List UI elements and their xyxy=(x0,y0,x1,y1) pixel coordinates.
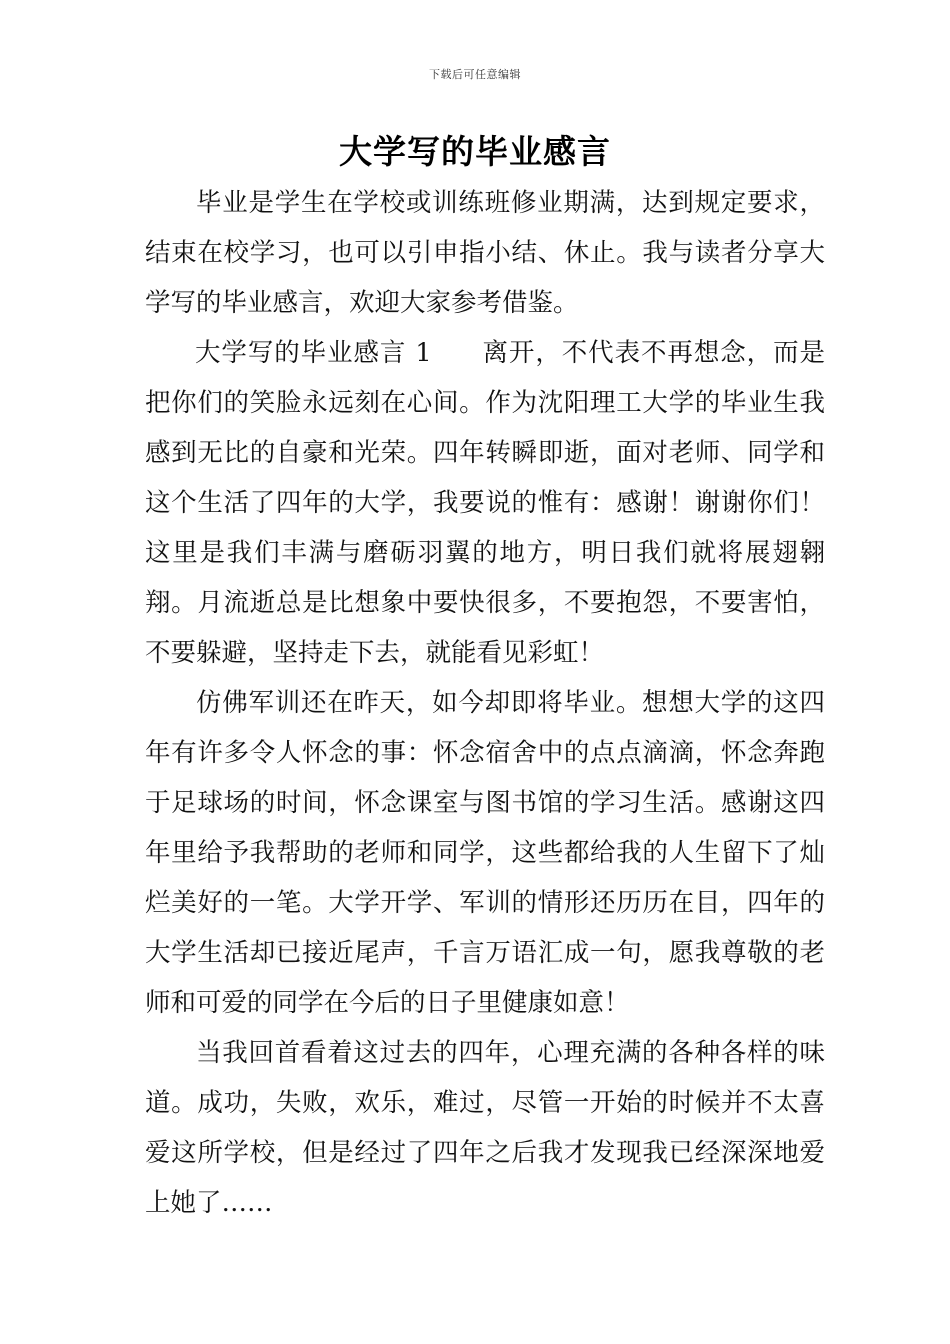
header-note: 下载后可任意编辑 xyxy=(429,68,521,81)
section-1-paragraph-3: 当我回首看着这过去的四年，心理充满的各种各样的味道。成功，失败，欢乐，难过，尽管一开始的时候并不太喜爱这所学校，但是经过了四年之后我才发现我已经深深地爱上她了…… xyxy=(145,1038,825,1218)
section-1-paragraph-1 xyxy=(145,328,825,678)
section-1-paragraph-2: 仿佛军训还在昨天，如今却即将毕业。想想大学的这四年有许多令人怀念的事：怀念宿舍中的点点滴滴，怀念奔跑于足球场的时间，怀念课室与图书馆的学习生活。感谢这四年里给予我帮助的老师和同学，这些都给我的人生留下了灿烂美好的一笔。大学开学、军训的情形还历历在目，四年的大学生活却已接近尾声，千言万语汇成一句，愿我尊敬的老师和可爱的同学在今后的日子里健康如意！ xyxy=(145,688,825,1018)
section-1-heading: 大学写的毕业感言 1 xyxy=(195,338,432,368)
section-1-paragraph-1-text: 离开，不代表不再想念，而是把你们的笑脸永远刻在心间。作为沈阳理工大学的毕业生我感到无比的自豪和光荣。四年转瞬即逝，面对老师、同学和这个生活了四年的大学，我要说的惟有：感谢！谢谢你们！这里是我们丰满与磨砺羽翼的地方，明日我们就将展翅翱翔。月流逝总是比想象中要快很多，不要抱怨，不要害怕，不要躲避，坚持走下去，就能看见彩虹！ xyxy=(145,338,825,668)
document-title: 大学写的毕业感言 xyxy=(339,132,611,171)
intro-paragraph: 毕业是学生在学校或训练班修业期满，达到规定要求，结束在校学习，也可以引申指小结、休止。我与读者分享大学写的毕业感言，欢迎大家参考借鉴。 xyxy=(145,188,825,318)
document-body xyxy=(145,178,825,1228)
